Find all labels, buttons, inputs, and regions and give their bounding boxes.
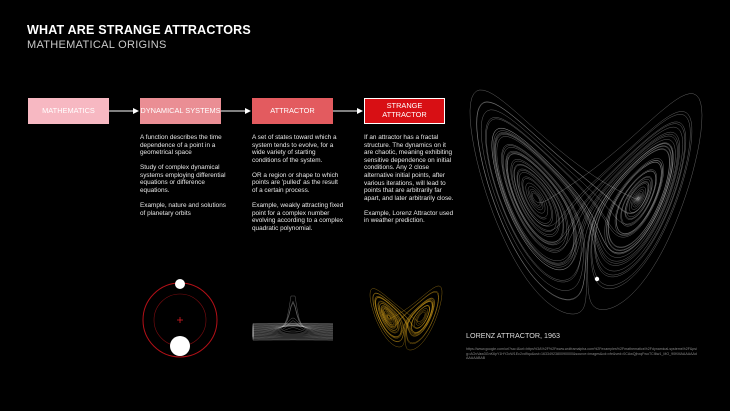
desc-paragraph: Example, weakly attracting fixed point for a complex number evolving according to a complex quadratic polynomial.	[252, 202, 344, 232]
stage-dynamical-systems: DYNAMICAL SYSTEMS	[140, 98, 221, 124]
desc-paragraph: Example, nature and solutions of planetary orbits	[140, 202, 226, 217]
lorenz-attractor-figure	[466, 86, 706, 318]
small-planet	[175, 279, 185, 289]
desc-paragraph: A function describes the time dependence of a point in a geometrical space	[140, 134, 222, 157]
fixed-point-surface-illustration	[250, 288, 336, 348]
desc-paragraph: Example, Lorenz Attractor used in weather prediction.	[364, 209, 454, 225]
attractor-description	[252, 134, 344, 240]
stage-attractor: ATTRACTOR	[252, 98, 333, 124]
desc-paragraph: OR a region or shape to which points are 'pulled' as the result of a certain process.	[252, 171, 339, 195]
planetary-orbit-illustration	[138, 276, 222, 360]
strange-attractor-description	[364, 134, 456, 233]
golden-attractor-illustration	[366, 282, 446, 354]
attractor-trajectory	[470, 90, 702, 314]
stage-strange-attractor: STRANGE ATTRACTOR	[364, 98, 445, 124]
figure-caption: LORENZ ATTRACTOR, 1963	[466, 331, 560, 340]
desc-paragraph: Study of complex dynamical systems employing differential equations or difference equations.	[140, 164, 226, 195]
desc-paragraph: A set of states toward which a system tends to evolve, for a wide variety of starting conditions of the system.	[252, 134, 337, 164]
dynamical-systems-description	[140, 134, 232, 225]
desc-paragraph: If an attractor has a fractal structure. The dynamics on it are chaotic, meaning exhibiting sensitive dependence on initial conditions. Any 2 close alternative initial points, after various iterations, will lead to points that are arbitrarily far apart, and later arbitrarily close.	[364, 134, 454, 202]
source-url: https://www.google.com/url?sa=i&url=https%3A%2F%2Fwww.wolframalpha.com%2Fexamples%2Fmathematics%2Fdynamical-systems%2F&psig=AOvVaw3GnK6pY1HY2oW1Ec2vd9qu&ust=1633492380090000&source=images&cd=vfe&ved=0CAwQjhxqFwoTCI6w1_MO_90KMAAAAAAdAAAAABAB	[466, 347, 697, 361]
surface-mesh	[253, 296, 333, 340]
page-title: WHAT ARE STRANGE ATTRACTORS	[27, 23, 251, 37]
attractor-trajectory	[370, 286, 442, 350]
page-subtitle: MATHEMATICAL ORIGINS	[27, 39, 167, 51]
large-planet	[170, 336, 190, 356]
stage-mathematics: MATHEMATICS	[28, 98, 109, 124]
trajectory-point	[595, 277, 599, 281]
